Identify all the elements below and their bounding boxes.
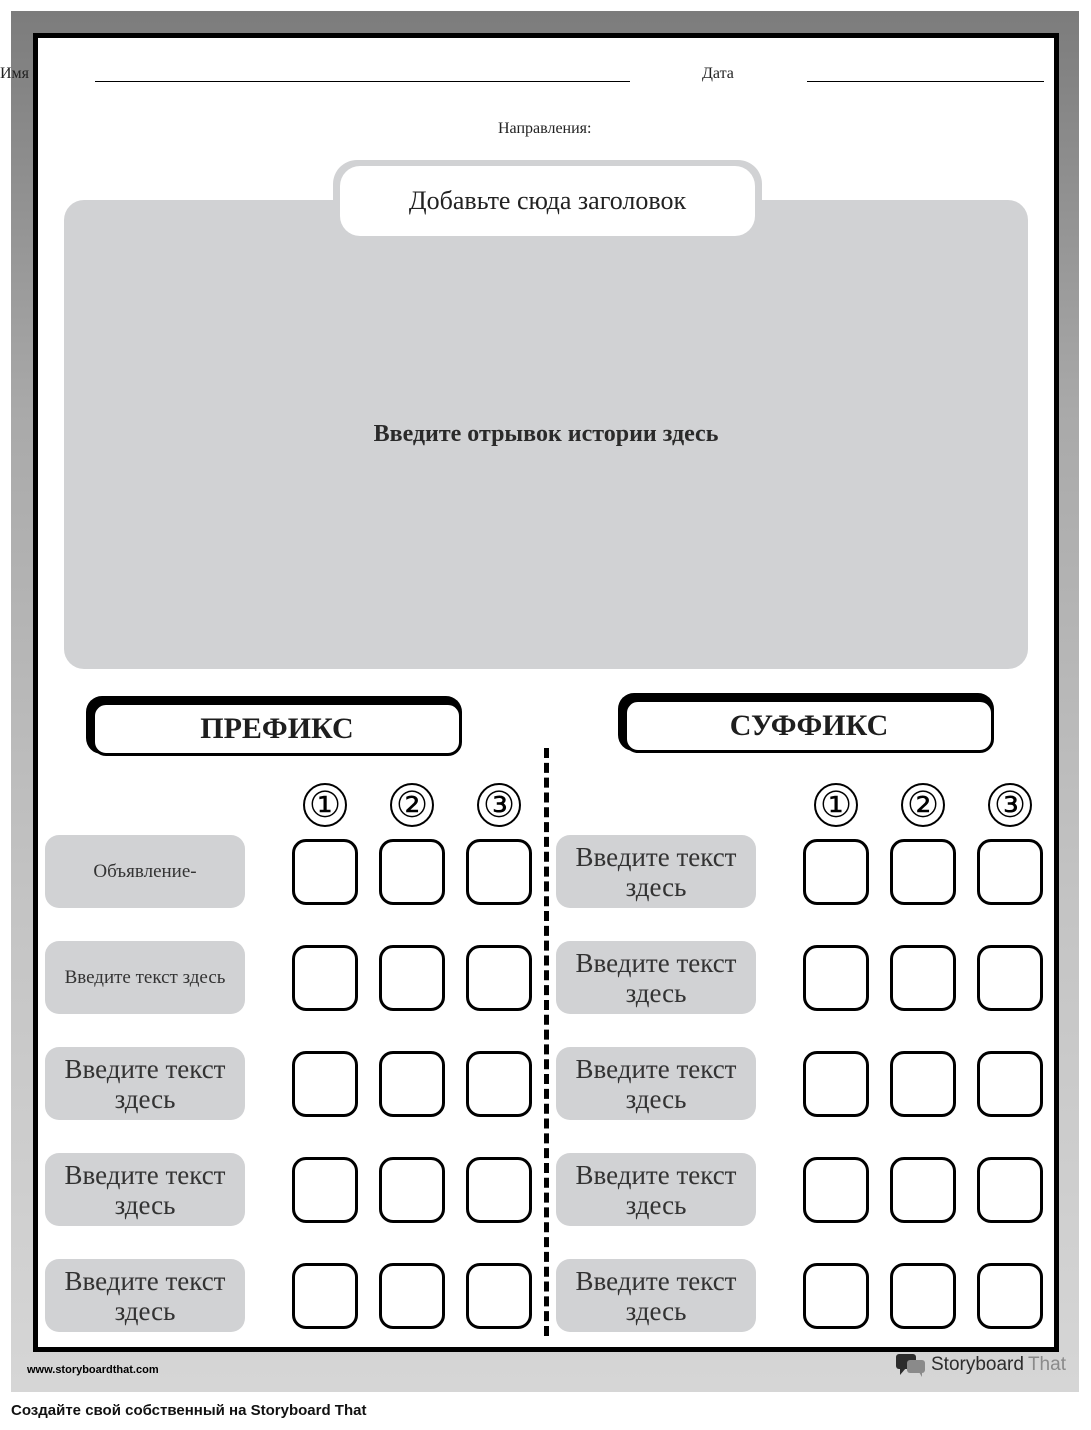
prefix-word-cell[interactable] [45,1047,245,1120]
prefix-word-text: Введите текст здесь [64,1053,226,1114]
prefix-answer-box-3[interactable] [466,1157,532,1223]
suffix-heading-box [618,693,998,757]
suffix-answer-box-3[interactable] [977,839,1043,905]
suffix-answer-box-3[interactable] [977,1263,1043,1329]
prefix-word-cell[interactable] [45,1153,245,1226]
suffix-answer-box-3[interactable] [977,1051,1043,1117]
suffix-answer-box-3[interactable] [977,945,1043,1011]
story-passage-box[interactable] [64,200,1028,669]
suffix-answer-box-3[interactable] [977,1157,1043,1223]
prefix-answer-box-2[interactable] [379,1051,445,1117]
prefix-answer-box-3[interactable] [466,839,532,905]
name-label: Имя [0,65,30,82]
story-placeholder: Введите отрывок истории здесь [373,421,719,447]
prefix-number-3: ③ [477,783,521,827]
prefix-answer-box-1[interactable] [292,839,358,905]
brand-that: That [1027,1354,1066,1375]
prefix-answer-box-3[interactable] [466,1263,532,1329]
prefix-heading-box [86,696,466,760]
prefix-answer-box-2[interactable] [379,1263,445,1329]
prefix-word-text: Введите текст здесь [64,966,226,988]
speech-bubbles-icon [895,1352,927,1378]
suffix-word-cell[interactable] [556,1047,756,1120]
suffix-number-1: ① [814,783,858,827]
prefix-word-text: Введите текст здесь [64,1265,226,1326]
prefix-word-text: Объявление- [93,860,197,882]
suffix-answer-box-2[interactable] [890,839,956,905]
prefix-word-cell[interactable] [45,1259,245,1332]
prefix-word-cell[interactable] [45,941,245,1014]
suffix-word-cell[interactable] [556,1153,756,1226]
prefix-answer-box-1[interactable] [292,1263,358,1329]
storyboardthat-logo[interactable] [895,1352,1066,1378]
prefix-word-cell[interactable] [45,835,245,908]
brand-storyboard: Storyboard [931,1354,1024,1375]
suffix-answer-box-1[interactable] [803,945,869,1011]
suffix-answer-box-2[interactable] [890,1051,956,1117]
prefix-answer-box-3[interactable] [466,945,532,1011]
directions-label: Направления: [498,120,592,137]
suffix-word-text: Введите текст здесь [575,1159,737,1220]
title-placeholder: Добавьте сюда заголовок [408,186,687,215]
prefix-heading: ПРЕФИКС [92,702,462,756]
suffix-answer-box-1[interactable] [803,1263,869,1329]
footer-url[interactable]: www.storyboardthat.com [27,1364,159,1376]
prefix-answer-box-1[interactable] [292,1051,358,1117]
worksheet-page [0,33,1059,1352]
suffix-word-cell[interactable] [556,835,756,908]
date-line[interactable] [807,81,1044,82]
suffix-number-2: ② [901,783,945,827]
suffix-number-3: ③ [988,783,1032,827]
prefix-answer-box-2[interactable] [379,839,445,905]
suffix-answer-box-1[interactable] [803,1051,869,1117]
suffix-word-cell[interactable] [556,941,756,1014]
suffix-word-text: Введите текст здесь [575,947,737,1008]
prefix-number-1: ① [303,783,347,827]
prefix-answer-box-1[interactable] [292,1157,358,1223]
suffix-answer-box-2[interactable] [890,1157,956,1223]
suffix-word-text: Введите текст здесь [575,1053,737,1114]
prefix-answer-box-1[interactable] [292,945,358,1011]
suffix-heading: СУФФИКС [624,699,994,753]
name-line[interactable] [95,81,630,82]
dashed-divider [544,748,549,1336]
prefix-answer-box-2[interactable] [379,1157,445,1223]
suffix-answer-box-2[interactable] [890,1263,956,1329]
suffix-answer-box-1[interactable] [803,839,869,905]
suffix-answer-box-2[interactable] [890,945,956,1011]
prefix-word-text: Введите текст здесь [64,1159,226,1220]
title-box[interactable] [340,166,755,236]
suffix-word-text: Введите текст здесь [575,1265,737,1326]
prefix-answer-box-3[interactable] [466,1051,532,1117]
prefix-answer-box-2[interactable] [379,945,445,1011]
suffix-word-text: Введите текст здесь [575,841,737,902]
date-label: Дата [702,65,734,82]
prefix-number-2: ② [390,783,434,827]
suffix-word-cell[interactable] [556,1259,756,1332]
create-your-own-note[interactable]: Создайте свой собственный на Storyboard That [11,1402,367,1419]
suffix-answer-box-1[interactable] [803,1157,869,1223]
